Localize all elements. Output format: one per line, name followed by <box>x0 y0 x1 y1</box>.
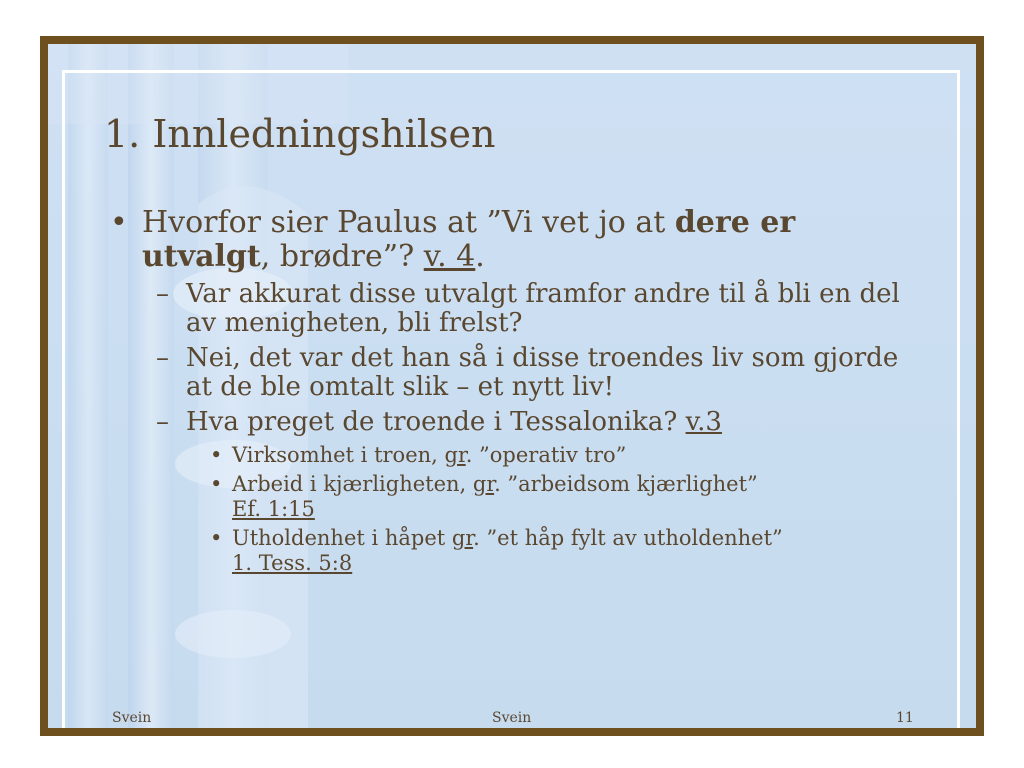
subsub-bullet-2 <box>110 472 910 522</box>
sub-bullet-2 <box>110 344 910 402</box>
dash-icon: – <box>156 279 169 309</box>
bullet1-text-part3: . <box>475 239 485 274</box>
reference-link-ef[interactable]: Ef. 1:15 <box>232 497 315 521</box>
sub-bullet-3 <box>110 408 910 437</box>
subsub-2-pre: Arbeid i kjærligheten, <box>232 472 473 496</box>
sub-bullet-3-text: Hva preget de troende i Tessalonika? <box>186 407 686 437</box>
subsub-3-post: . ”et håp fylt av utholdenhet” <box>473 526 783 550</box>
bullet-dot-icon: • <box>210 443 223 467</box>
footer-left: Svein <box>112 710 152 726</box>
bullet1-bold-2: utvalgt <box>142 239 261 274</box>
sub-bullet-1-text: Var akkurat disse utvalgt framfor andre til å bli en del av menigheten, bli frelst? <box>186 279 900 338</box>
subsub-1-post: . ”operativ tro” <box>465 443 627 467</box>
bullet1-text-part2: , brødre”? <box>260 239 424 274</box>
bullet-dot-icon: • <box>210 472 223 496</box>
subsub-2-post: . ”arbeidsom kjærlighet” <box>494 472 758 496</box>
subsub-3-pre: Utholdenhet i håpet <box>232 526 452 550</box>
subsub-bullet-1 <box>110 443 910 468</box>
slide-title: 1. Innledningshilsen <box>104 112 496 156</box>
sub-bullet-1 <box>110 280 910 338</box>
bullet1-text-part1: Hvorfor sier Paulus at ”Vi vet jo at <box>142 205 675 240</box>
bullet1-bold-1: dere er <box>674 205 796 240</box>
reference-link-tess[interactable]: 1. Tess. 5:8 <box>232 551 353 575</box>
gr-link[interactable]: gr <box>472 472 495 496</box>
dash-icon: – <box>156 343 169 373</box>
bullet-level1 <box>110 206 910 274</box>
footer-center: Svein <box>492 710 532 726</box>
dash-icon: – <box>156 407 169 437</box>
gr-link[interactable]: gr <box>451 526 474 550</box>
footer-page-number: 11 <box>896 710 914 726</box>
sub-bullet-2-text: Nei, det var det han så i disse troendes liv som gjorde at de ble omtalt slik – et nytt liv! <box>186 343 899 402</box>
subsub-bullet-3 <box>110 526 910 576</box>
bullet-dot-icon: • <box>210 526 223 550</box>
bullet-dot-icon: • <box>110 205 128 240</box>
gr-link[interactable]: gr <box>444 443 466 467</box>
reference-link-v4[interactable]: v. 4 <box>423 239 476 274</box>
slide-content <box>110 206 910 580</box>
reference-link-v3[interactable]: v.3 <box>685 407 722 437</box>
subsub-1-pre: Virksomhet i troen, <box>232 443 445 467</box>
